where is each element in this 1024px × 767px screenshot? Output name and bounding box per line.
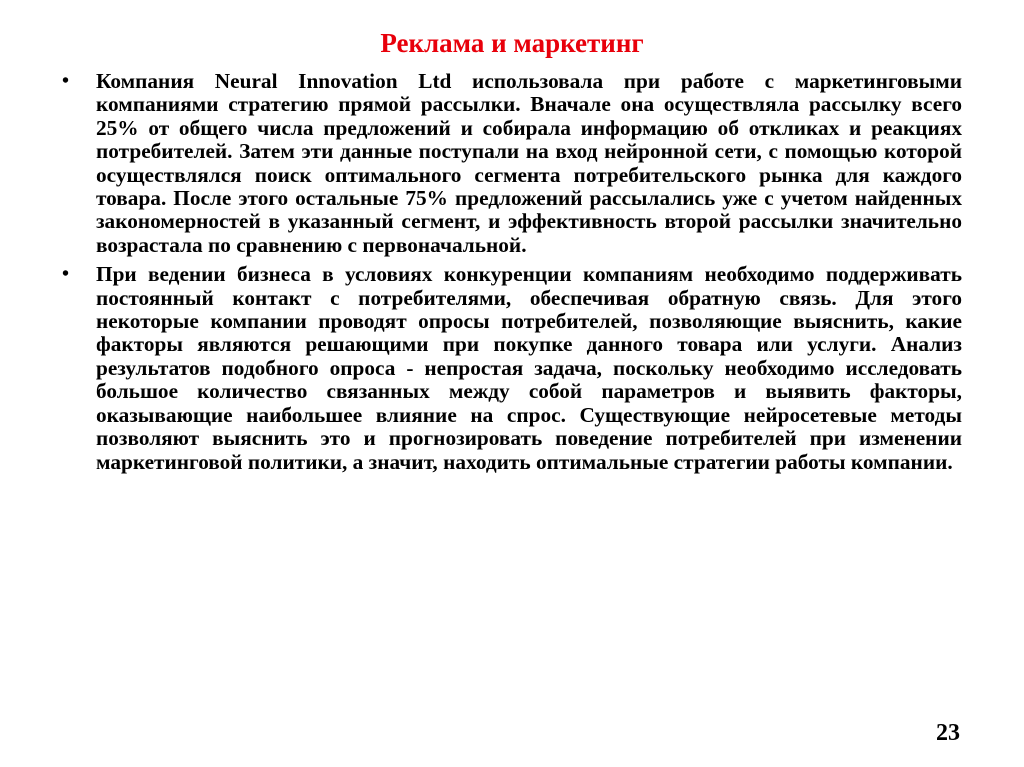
slide-title: Реклама и маркетинг — [380, 28, 644, 58]
bullet-text: Компания Neural Innovation Ltd использовала при работе с маркетинговыми компаниями стратегию прямой рассылки. Вначале она осуществляла рассылку всего 25% от общего числа предложений и собирала информацию об откликах и реакциях потребителей. Затем эти данные поступали на вход нейронной сети, с помощью которой осуществлялся поиск оптимального сегмента потребительского рынка для каждого товара. После этого остальные 75% предложений рассылались уже с учетом найденных закономерностей в указанный сегмент, и эффективность второй рассылки значительно возрастала по сравнению с первоначальной. — [96, 69, 962, 257]
slide-body — [62, 70, 962, 480]
bullet-item-2 — [62, 263, 962, 474]
bullet-icon: • — [62, 70, 70, 92]
bullet-item-1 — [62, 70, 962, 257]
page-number: 23 — [936, 720, 960, 746]
bullet-text: При ведении бизнеса в условиях конкуренции компаниям необходимо поддерживать постоянный контакт с потребителями, обеспечивая обратную связь. Для этого некоторые компании проводят опросы потребителей, позволяющие выяснить, какие факторы являются решающими при покупке данного товара или услуги. Анализ результатов подобного опроса - непростая задача, поскольку необходимо исследовать большое количество связанных между собой параметров и выявить факторы, оказывающие наибольшее влияние на спрос. Существующие нейросетевые методы позволяют выяснить это и прогнозировать поведение потребителей при изменении маркетинговой политики, а значит, находить оптимальные стратегии работы компании. — [96, 262, 962, 474]
bullet-icon: • — [62, 263, 70, 286]
